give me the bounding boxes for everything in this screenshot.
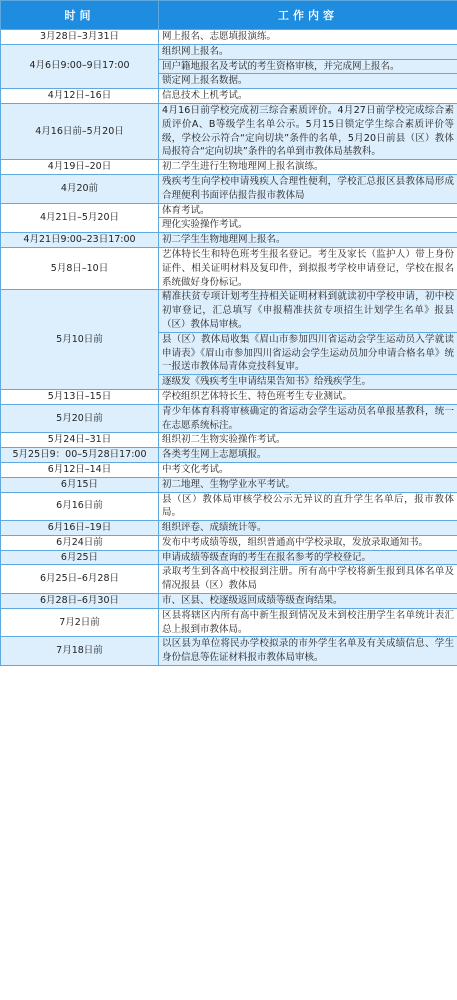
table-row bbox=[1, 565, 457, 594]
work-item: 中考文化考试。 bbox=[162, 463, 229, 475]
time-cell: 5月8日–10日 bbox=[1, 247, 159, 289]
work-item: 4月16日前学校完成初三综合素质评价。4月27日前学校完成综合素质评价A、B等级学生名单公示。5月15日锁定学生综合素质评价等级，学校公示符合“定向切块”条件的名单，5月20日前县（区）教体局报符合“定向切块”条件的名单到市教体局基教科。 bbox=[162, 104, 454, 158]
work-cell bbox=[159, 448, 457, 463]
work-item: 县（区）教体局审核学校公示无异议的直升学生名单后，报市教体局。 bbox=[162, 493, 454, 519]
work-item: 组织网上报名。 bbox=[162, 45, 229, 57]
table-row bbox=[1, 535, 457, 550]
work-item: 初二学生进行生物地理网上报名演练。 bbox=[162, 161, 324, 173]
work-item: 精准扶贫专项计划考生持相关证明材料到就读初中学校申请，初中校初审登记，汇总填写《申报精准扶贫专项招生计划学生名单》报县（区）教体局审核。 bbox=[162, 291, 454, 330]
work-item: 残疾考生向学校申请残疾人合理性便利，学校汇总报区县教体局形成合理便利书面评估报告报市教体局 bbox=[162, 175, 454, 201]
time-cell: 7月2日前 bbox=[1, 608, 159, 637]
time-cell: 4月21日9:00–23日17:00 bbox=[1, 233, 159, 248]
work-item: 县（区）教体局收集《眉山市参加四川省运动会学生运动员入学就读申请表》《眉山市参加四川省运动会学生运动员加分申请合格名单》统一报送市教体局青体竞技科复审。 bbox=[159, 332, 457, 374]
time-cell: 4月20前 bbox=[1, 174, 159, 203]
table-row bbox=[1, 492, 457, 521]
work-cell bbox=[159, 30, 457, 45]
table-header-row bbox=[1, 1, 457, 30]
table-row bbox=[1, 247, 457, 289]
work-cell bbox=[159, 290, 457, 390]
table-row bbox=[1, 89, 457, 104]
work-item: 以区县为单位将民办学校拟录的市外学生名单及有关成绩信息、学生身份信息等佐证材料报市教体局审核。 bbox=[162, 638, 454, 664]
time-cell: 6月15日 bbox=[1, 477, 159, 492]
time-cell: 4月6日9:00–9日17:00 bbox=[1, 44, 159, 88]
table-row bbox=[1, 103, 457, 159]
table-row bbox=[1, 44, 457, 88]
time-cell: 5月24日–31日 bbox=[1, 433, 159, 448]
work-cell bbox=[159, 433, 457, 448]
time-cell: 6月25日 bbox=[1, 550, 159, 565]
table-row bbox=[1, 30, 457, 45]
work-item: 录取考生到各高中校报到注册。所有高中学校将新生报到具体名单及情况报县（区）教体局 bbox=[162, 566, 454, 592]
table-row bbox=[1, 404, 457, 433]
table-row bbox=[1, 448, 457, 463]
work-item: 信息技术上机考试。 bbox=[162, 90, 248, 102]
time-cell: 3月28日–3月31日 bbox=[1, 30, 159, 45]
schedule-body bbox=[1, 30, 457, 666]
table-row bbox=[1, 594, 457, 609]
work-cell bbox=[159, 535, 457, 550]
work-cell bbox=[159, 174, 457, 203]
table-row bbox=[1, 160, 457, 175]
time-cell: 4月19日–20日 bbox=[1, 160, 159, 175]
table-row bbox=[1, 550, 457, 565]
header-time: 时间 bbox=[1, 1, 159, 30]
work-item: 组织初二生物实验操作考试。 bbox=[162, 434, 286, 446]
work-item: 回户籍地报名及考试的考生资格审核，并完成网上报名。 bbox=[159, 59, 457, 74]
time-cell: 6月28日–6月30日 bbox=[1, 594, 159, 609]
header-work-content: 工作内容 bbox=[159, 1, 457, 30]
work-item: 发布中考成绩等级，组织普通高中学校录取，发放录取通知书。 bbox=[162, 536, 429, 548]
work-cell bbox=[159, 477, 457, 492]
work-item: 逐级发《残疾考生申请结果告知书》给残疾学生。 bbox=[159, 374, 457, 389]
work-item: 市、区县、校逐级返回成绩等级查询结果。 bbox=[162, 595, 343, 607]
time-cell: 4月16日前–5月20日 bbox=[1, 103, 159, 159]
time-cell: 6月25日–6月28日 bbox=[1, 565, 159, 594]
work-cell bbox=[159, 203, 457, 233]
table-row bbox=[1, 174, 457, 203]
time-cell: 6月16日–19日 bbox=[1, 521, 159, 536]
work-cell bbox=[159, 233, 457, 248]
time-cell: 6月12日–14日 bbox=[1, 462, 159, 477]
work-cell bbox=[159, 492, 457, 521]
work-item: 初二学生生物地理网上报名。 bbox=[162, 234, 286, 246]
work-cell bbox=[159, 637, 457, 666]
table-row bbox=[1, 203, 457, 233]
table-row bbox=[1, 389, 457, 404]
work-cell bbox=[159, 594, 457, 609]
table-row bbox=[1, 477, 457, 492]
work-item: 初二地理、生物学业水平考试。 bbox=[162, 478, 296, 490]
table-row bbox=[1, 233, 457, 248]
time-cell: 5月25日9：00–5月28日17:00 bbox=[1, 448, 159, 463]
time-cell: 4月21日–5月20日 bbox=[1, 203, 159, 233]
work-item: 锁定网上报名数据。 bbox=[159, 73, 457, 88]
work-cell bbox=[159, 462, 457, 477]
work-cell bbox=[159, 404, 457, 433]
work-item: 区县将辖区内所有高中新生报到情况及未到校注册学生名单统计表汇总上报到市教体局。 bbox=[162, 609, 454, 635]
work-item: 体育考试。 bbox=[162, 204, 210, 216]
table-row bbox=[1, 608, 457, 637]
work-item: 青少年体育科将审核确定的省运动会学生运动员名单报基教科，统一在志愿系统标注。 bbox=[162, 405, 454, 431]
work-item: 各类考生网上志愿填报。 bbox=[162, 449, 267, 461]
work-item: 理化实验操作考试。 bbox=[159, 217, 457, 232]
work-cell bbox=[159, 521, 457, 536]
work-cell bbox=[159, 550, 457, 565]
work-cell bbox=[159, 247, 457, 289]
work-cell bbox=[159, 608, 457, 637]
work-cell bbox=[159, 89, 457, 104]
time-cell: 6月16日前 bbox=[1, 492, 159, 521]
table-row bbox=[1, 290, 457, 390]
work-item: 艺体特长生和特色班考生报名登记。考生及家长（监护人）带上身份证件、相关证明材料及复印件，到拟报考学校申请登记，学校在报名系统做好身份标记。 bbox=[162, 248, 454, 288]
work-item: 网上报名、志愿填报演练。 bbox=[162, 31, 277, 42]
time-cell: 5月10日前 bbox=[1, 290, 159, 390]
time-cell: 6月24日前 bbox=[1, 535, 159, 550]
table-row bbox=[1, 637, 457, 666]
work-cell bbox=[159, 160, 457, 175]
time-cell: 5月13日–15日 bbox=[1, 389, 159, 404]
work-cell bbox=[159, 44, 457, 88]
table-row bbox=[1, 462, 457, 477]
table-row bbox=[1, 433, 457, 448]
work-item: 学校组织艺体特长生、特色班考生专业测试。 bbox=[162, 390, 353, 402]
work-item: 组织评卷、成绩统计等。 bbox=[162, 522, 267, 534]
time-cell: 7月18日前 bbox=[1, 637, 159, 666]
time-cell: 5月20日前 bbox=[1, 404, 159, 433]
work-cell bbox=[159, 389, 457, 404]
work-cell bbox=[159, 565, 457, 594]
table-row bbox=[1, 521, 457, 536]
time-cell: 4月12日–16日 bbox=[1, 89, 159, 104]
work-cell bbox=[159, 103, 457, 159]
work-item: 申请成绩等级查询的考生在报名参考的学校登记。 bbox=[162, 551, 372, 563]
